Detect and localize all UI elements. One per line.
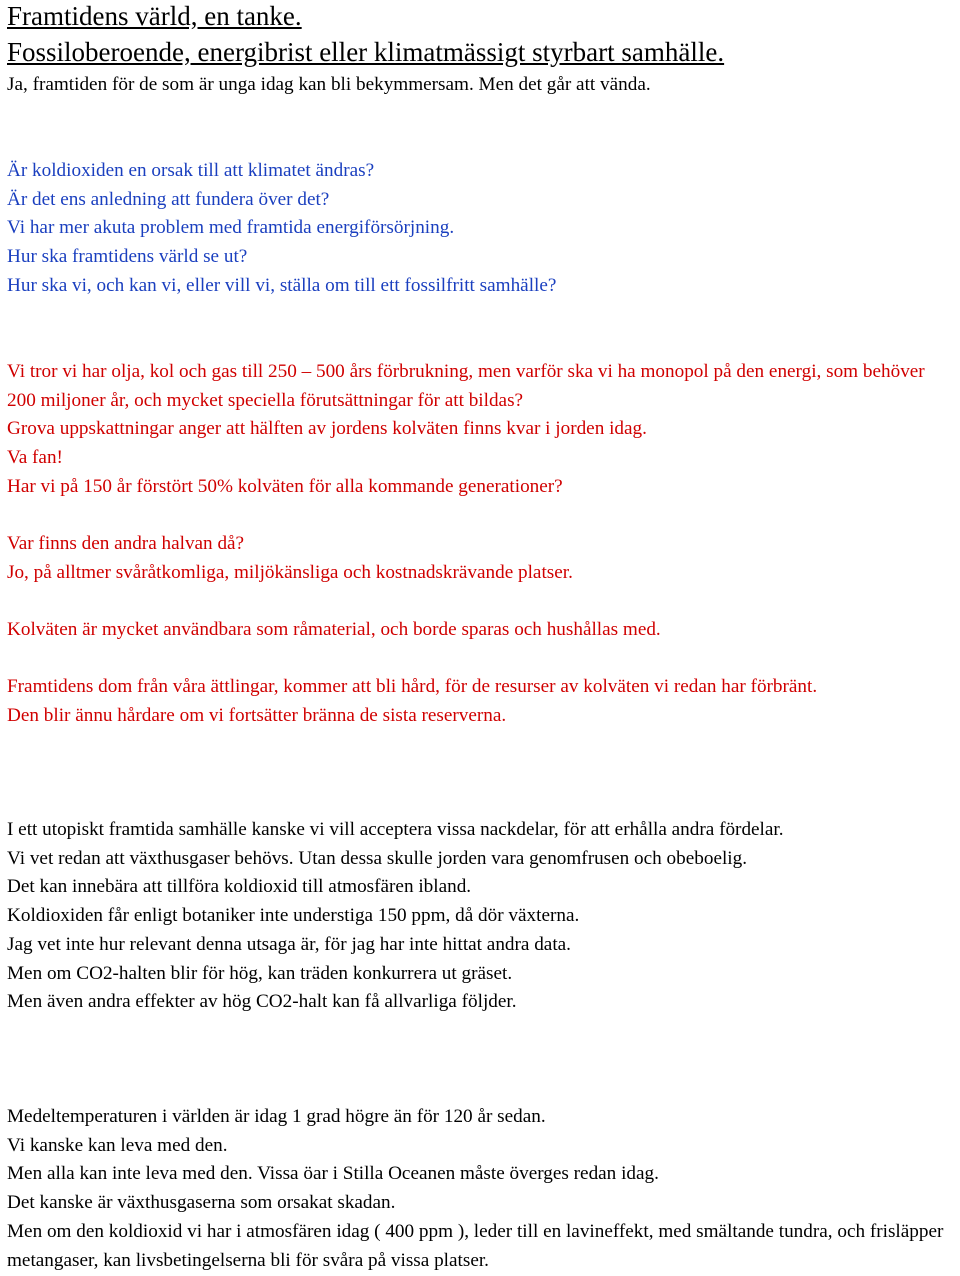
paragraph-line: Det kanske är växthusgaserna som orsakat skadan.: [7, 1192, 396, 1214]
red-paragraph-resources: [7, 358, 952, 502]
paragraph-line: Jo, på alltmer svåråtkomliga, miljökänsliga och kostnadskrävande platser.: [7, 561, 573, 583]
paragraph-line: Den blir ännu hårdare om vi fortsätter bränna de sista reserverna.: [7, 704, 507, 726]
page-subtitle: Fossiloberoende, energibrist eller klimatmässigt styrbart samhälle.: [7, 37, 725, 67]
red-paragraph-judgement: [7, 673, 952, 730]
question-line: Är det ens anledning att fundera över det?: [7, 189, 330, 210]
paragraph-line: Vi vet redan att växthusgaser behövs. Utan dessa skulle jorden vara genomfrusen och obeboelig.: [7, 847, 748, 869]
paragraph-line: Medeltemperaturen i världen är idag 1 grad högre än för 120 år sedan.: [7, 1106, 546, 1127]
question-line: Är koldioxiden en orsak till att klimatet ändras?: [7, 160, 375, 181]
red-paragraph-other-half: [7, 530, 952, 587]
black-paragraph-temperature: [7, 1103, 952, 1275]
black-paragraph-utopia: [7, 816, 952, 1017]
paragraph-line: Men alla kan inte leva med den. Vissa öar i Stilla Oceanen måste överges redan idag.: [7, 1163, 659, 1185]
red-paragraph-raw-material: [7, 616, 952, 645]
question-line: Hur ska framtidens värld se ut?: [7, 246, 248, 267]
paragraph-line: Jag vet inte hur relevant denna utsaga är, för jag har inte hittat andra data.: [7, 933, 571, 955]
paragraph-line: I ett utopiskt framtida samhälle kanske vi vill acceptera vissa nackdelar, för att erhålla andra fördelar.: [7, 819, 784, 840]
paragraph-line: Men även andra effekter av hög CO2-halt kan få allvarliga följder.: [7, 991, 517, 1013]
paragraph-line: Vi kanske kan leva med den.: [7, 1134, 228, 1156]
paragraph-line: Var finns den andra halvan då?: [7, 533, 245, 554]
paragraph-line: Kolväten är mycket användbara som råmaterial, och borde sparas och hushållas med.: [7, 619, 661, 640]
paragraph-line: Vi tror vi har olja, kol och gas till 250 – 500 års förbrukning, men varför ska vi ha monopol på den energi, som behöver 200 miljoner år, och mycket speciella förutsättningar för att bildas?: [7, 361, 925, 411]
page-title: Framtidens värld, en tanke.: [7, 1, 302, 31]
paragraph-line: Har vi på 150 år förstört 50% kolväten för alla kommande generationer?: [7, 475, 563, 497]
paragraph-line: Men om den koldioxid vi har i atmosfären idag ( 400 ppm ), leder till en lavineffekt, med smältande tundra, och frisläpper metangaser, kan livsbetingelserna bli för svåra på vissa platser.: [7, 1220, 944, 1271]
paragraph-line: Men om CO2-halten blir för hög, kan träden konkurrera ut gräset.: [7, 962, 513, 984]
question-line: Hur ska vi, och kan vi, eller vill vi, ställa om till ett fossilfritt samhälle?: [7, 275, 557, 296]
paragraph-line: Framtidens dom från våra ättlingar, kommer att bli hård, för de resurser av kolväten vi redan har förbränt.: [7, 676, 818, 697]
paragraph-line: Koldioxiden får enligt botaniker inte understiga 150 ppm, då dör växterna.: [7, 905, 580, 927]
paragraph-line: Grova uppskattningar anger att hälften av jordens kolväten finns kvar i jorden idag.: [7, 418, 647, 440]
paragraph-line: Va fan!: [7, 447, 63, 469]
intro-text: Ja, framtiden för de som är unga idag kan bli bekymmersam. Men det går att vända.: [7, 74, 651, 95]
question-line: Vi har mer akuta problem med framtida energiförsörjning.: [7, 217, 455, 238]
paragraph-line: Det kan innebära att tillföra koldioxid till atmosfären ibland.: [7, 876, 472, 898]
